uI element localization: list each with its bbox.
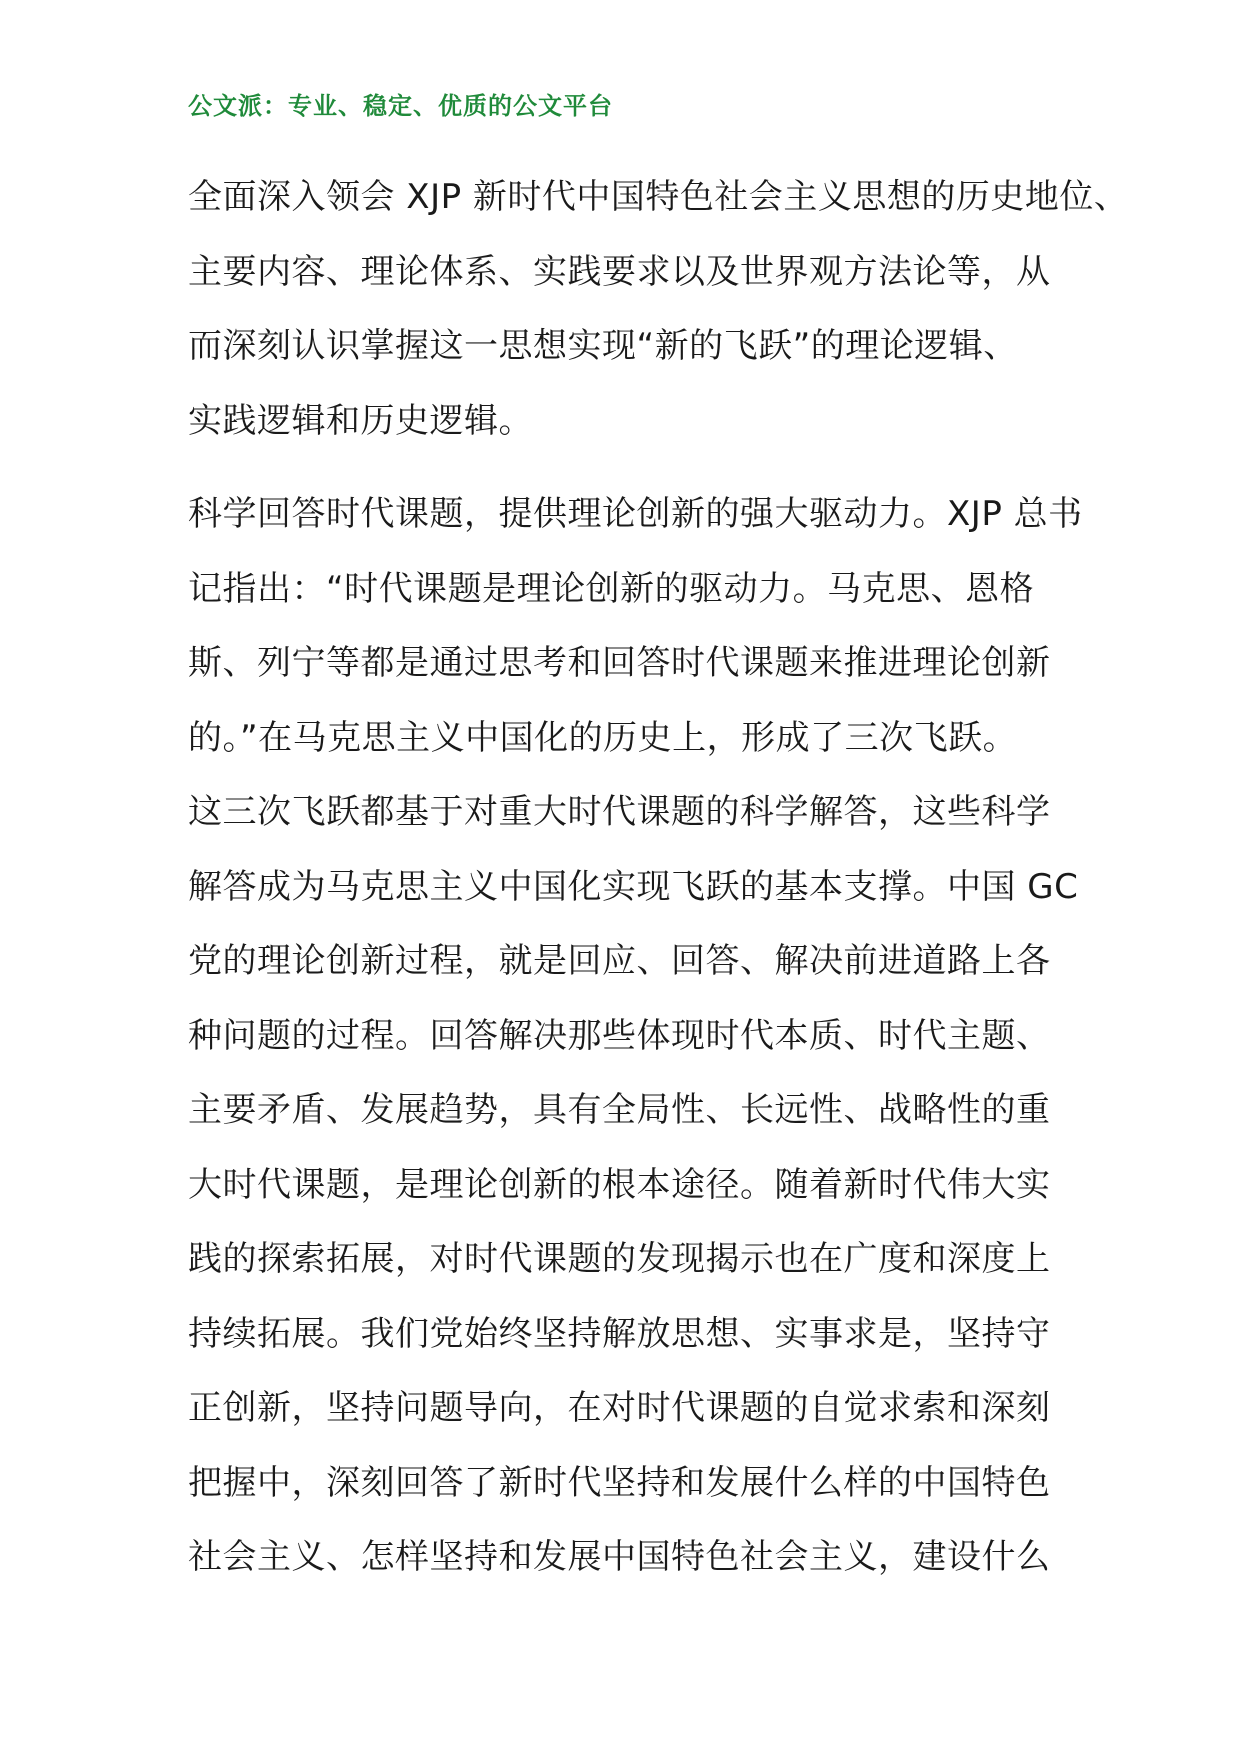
paragraph-line: 践的探索拓展，对时代课题的发现揭示也在广度和深度上: [188, 1239, 1051, 1279]
paragraph-line: 记指出：“时代课题是理论创新的驱动力。马克思、恩格: [188, 568, 1035, 609]
paragraph-line: 这三次飞跃都基于对重大时代课题的科学解答，这些科学: [188, 792, 1051, 832]
paragraph-line: 科学回答时代课题，提供理论创新的强大驱动力。XJP 总书: [188, 494, 1083, 534]
page-header-title: 公文派：专业、稳定、优质的公文平台: [188, 92, 613, 120]
paragraph-line: 大时代课题，是理论创新的根本途径。随着新时代伟大实: [188, 1164, 1051, 1205]
paragraph-line: 全面深入领会 XJP 新时代中国特色社会主义思想的历史地位、: [188, 177, 1129, 217]
paragraph-line: 种问题的过程。回答解决那些体现时代本质、时代主题、: [188, 1015, 1051, 1056]
paragraph-line: 持续拓展。我们党始终坚持解放思想、实事求是，坚持守: [188, 1313, 1051, 1354]
paragraph-line: 正创新，坚持问题导向，在对时代课题的自觉求索和深刻: [188, 1388, 1051, 1428]
paragraph-2: [188, 477, 1083, 1595]
paragraph-line: 主要内容、理论体系、实践要求以及世界观方法论等，从: [188, 251, 1051, 292]
paragraph-line: 实践逻辑和历史逻辑。: [188, 400, 533, 441]
paragraph-1: [188, 160, 1128, 458]
paragraph-line: 主要矛盾、发展趋势，具有全局性、长远性、战略性的重: [188, 1090, 1051, 1130]
paragraph-line: 解答成为马克思主义中国化实现飞跃的基本支撑。中国 GC: [188, 866, 1079, 907]
paragraph-line: 把握中，深刻回答了新时代坚持和发展什么样的中国特色: [188, 1462, 1051, 1503]
paragraph-line: 的。”在马克思主义中国化的历史上，形成了三次飞跃。: [188, 717, 1018, 758]
paragraph-line: 而深刻认识掌握这一思想实现“新的飞跃”的理论逻辑、: [188, 326, 1018, 366]
paragraph-line: 社会主义、怎样坚持和发展中国特色社会主义，建设什么: [188, 1537, 1051, 1577]
paragraph-line: 斯、列宁等都是通过思考和回答时代课题来推进理论创新: [188, 643, 1051, 683]
paragraph-line: 党的理论创新过程，就是回应、回答、解决前进道路上各: [188, 941, 1051, 981]
